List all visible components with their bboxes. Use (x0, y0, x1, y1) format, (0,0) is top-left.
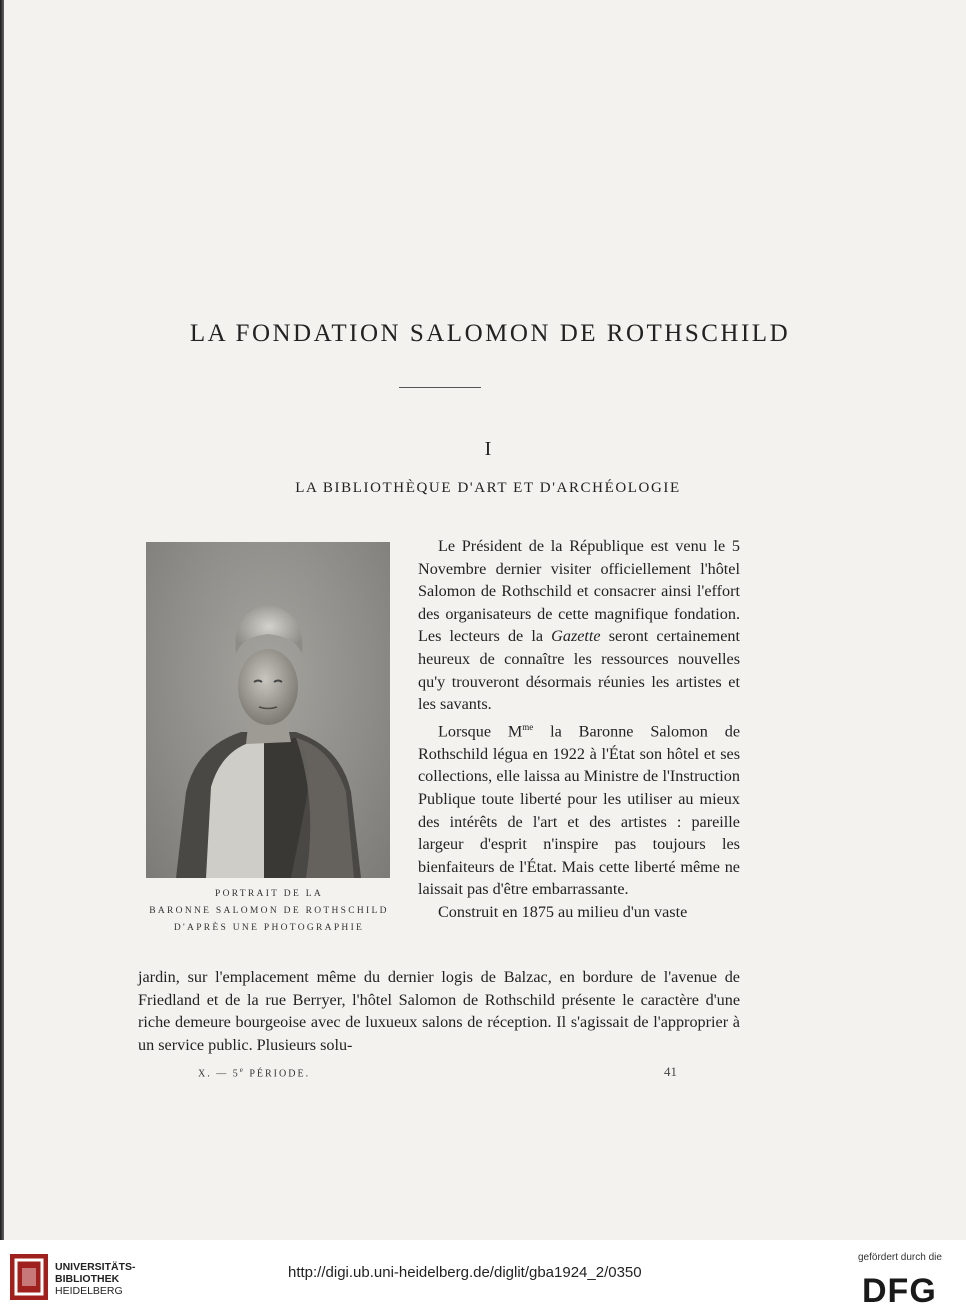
caption-line: BARONNE SALOMON DE ROTHSCHILD (149, 906, 389, 916)
paragraph-continuation: jardin, sur l'emplacement même du dernier logis de Balzac, en bordure de l'avenue de Friedland et de la rue Berryer, l'hôtel Salomon de Rothschild présente le caractère d'une riche demeure bourgeoise avec de luxueux salons de réception. Il s'agissait de l'approprier à un service public. Plusieurs solu- (138, 968, 740, 1054)
caption-line: D'APRÈS UNE PHOTOGRAPHIE (173, 923, 365, 933)
dfg-logo: DFG (862, 1272, 937, 1310)
article-title: LA FONDATION SALOMON DE ROTHSCHILD (189, 320, 791, 347)
funded-by-label: gefördert durch die (858, 1252, 942, 1263)
figure-caption (134, 886, 404, 937)
journal-name: Gazette (551, 627, 601, 646)
portrait-photograph (146, 542, 390, 878)
page-number: 41 (664, 1064, 677, 1079)
paragraph-start: Construit en 1875 au milieu d'un vaste (438, 902, 688, 921)
caption-line: PORTRAIT DE LA (215, 889, 323, 899)
portrait-figure (146, 542, 390, 878)
digitization-url-link[interactable]: http://digi.ub.uni-heidelberg.de/diglit/gba1924_2/0350 (288, 1264, 642, 1281)
body-text-full-width (138, 966, 740, 1056)
section-heading: LA BIBLIOTHÈQUE D'ART ET D'ARCHÉOLOGIE (295, 480, 681, 496)
body-text-column (418, 535, 740, 923)
section-number: I (484, 438, 492, 460)
volume-footer: X. — 5e PÉRIODE. (198, 1066, 311, 1080)
paragraph: Le Président de la République est venu le 5 Novembre dernier visiter officiellement l'hôtel Salomon de Rothschild et consacrer ainsi l'effort des organisateurs de cette magnifique fondation. Les lecteurs de la Gazette seront certainement heureux de connaître les ressources nouvelles qu'y trouveront désormais réunies les artistes et les savants. (418, 537, 740, 714)
paragraph: Lorsque $M^{me}$ la Baronne Salomon de Rothschild légua en 1922 à l'État son hôtel et ses collections, elle laissa au Ministre de l'Instruction Publique toute liberté pour les utiliser au mieux des intérêts de l'art et des artistes : pareille largeur d'esprit n'inspire pas toujours les bienfaiteurs de l'État. Mais cette liberté même ne laissait pas d'être embarrassante. (418, 721, 741, 899)
superscript: me (522, 721, 534, 732)
title-divider (399, 387, 481, 388)
page-scan-edge (0, 0, 4, 1240)
university-library-logo-icon (10, 1254, 48, 1300)
university-library-name: UNIVERSITÄTS- BIBLIOTHEK HEIDELBERG (55, 1261, 136, 1297)
